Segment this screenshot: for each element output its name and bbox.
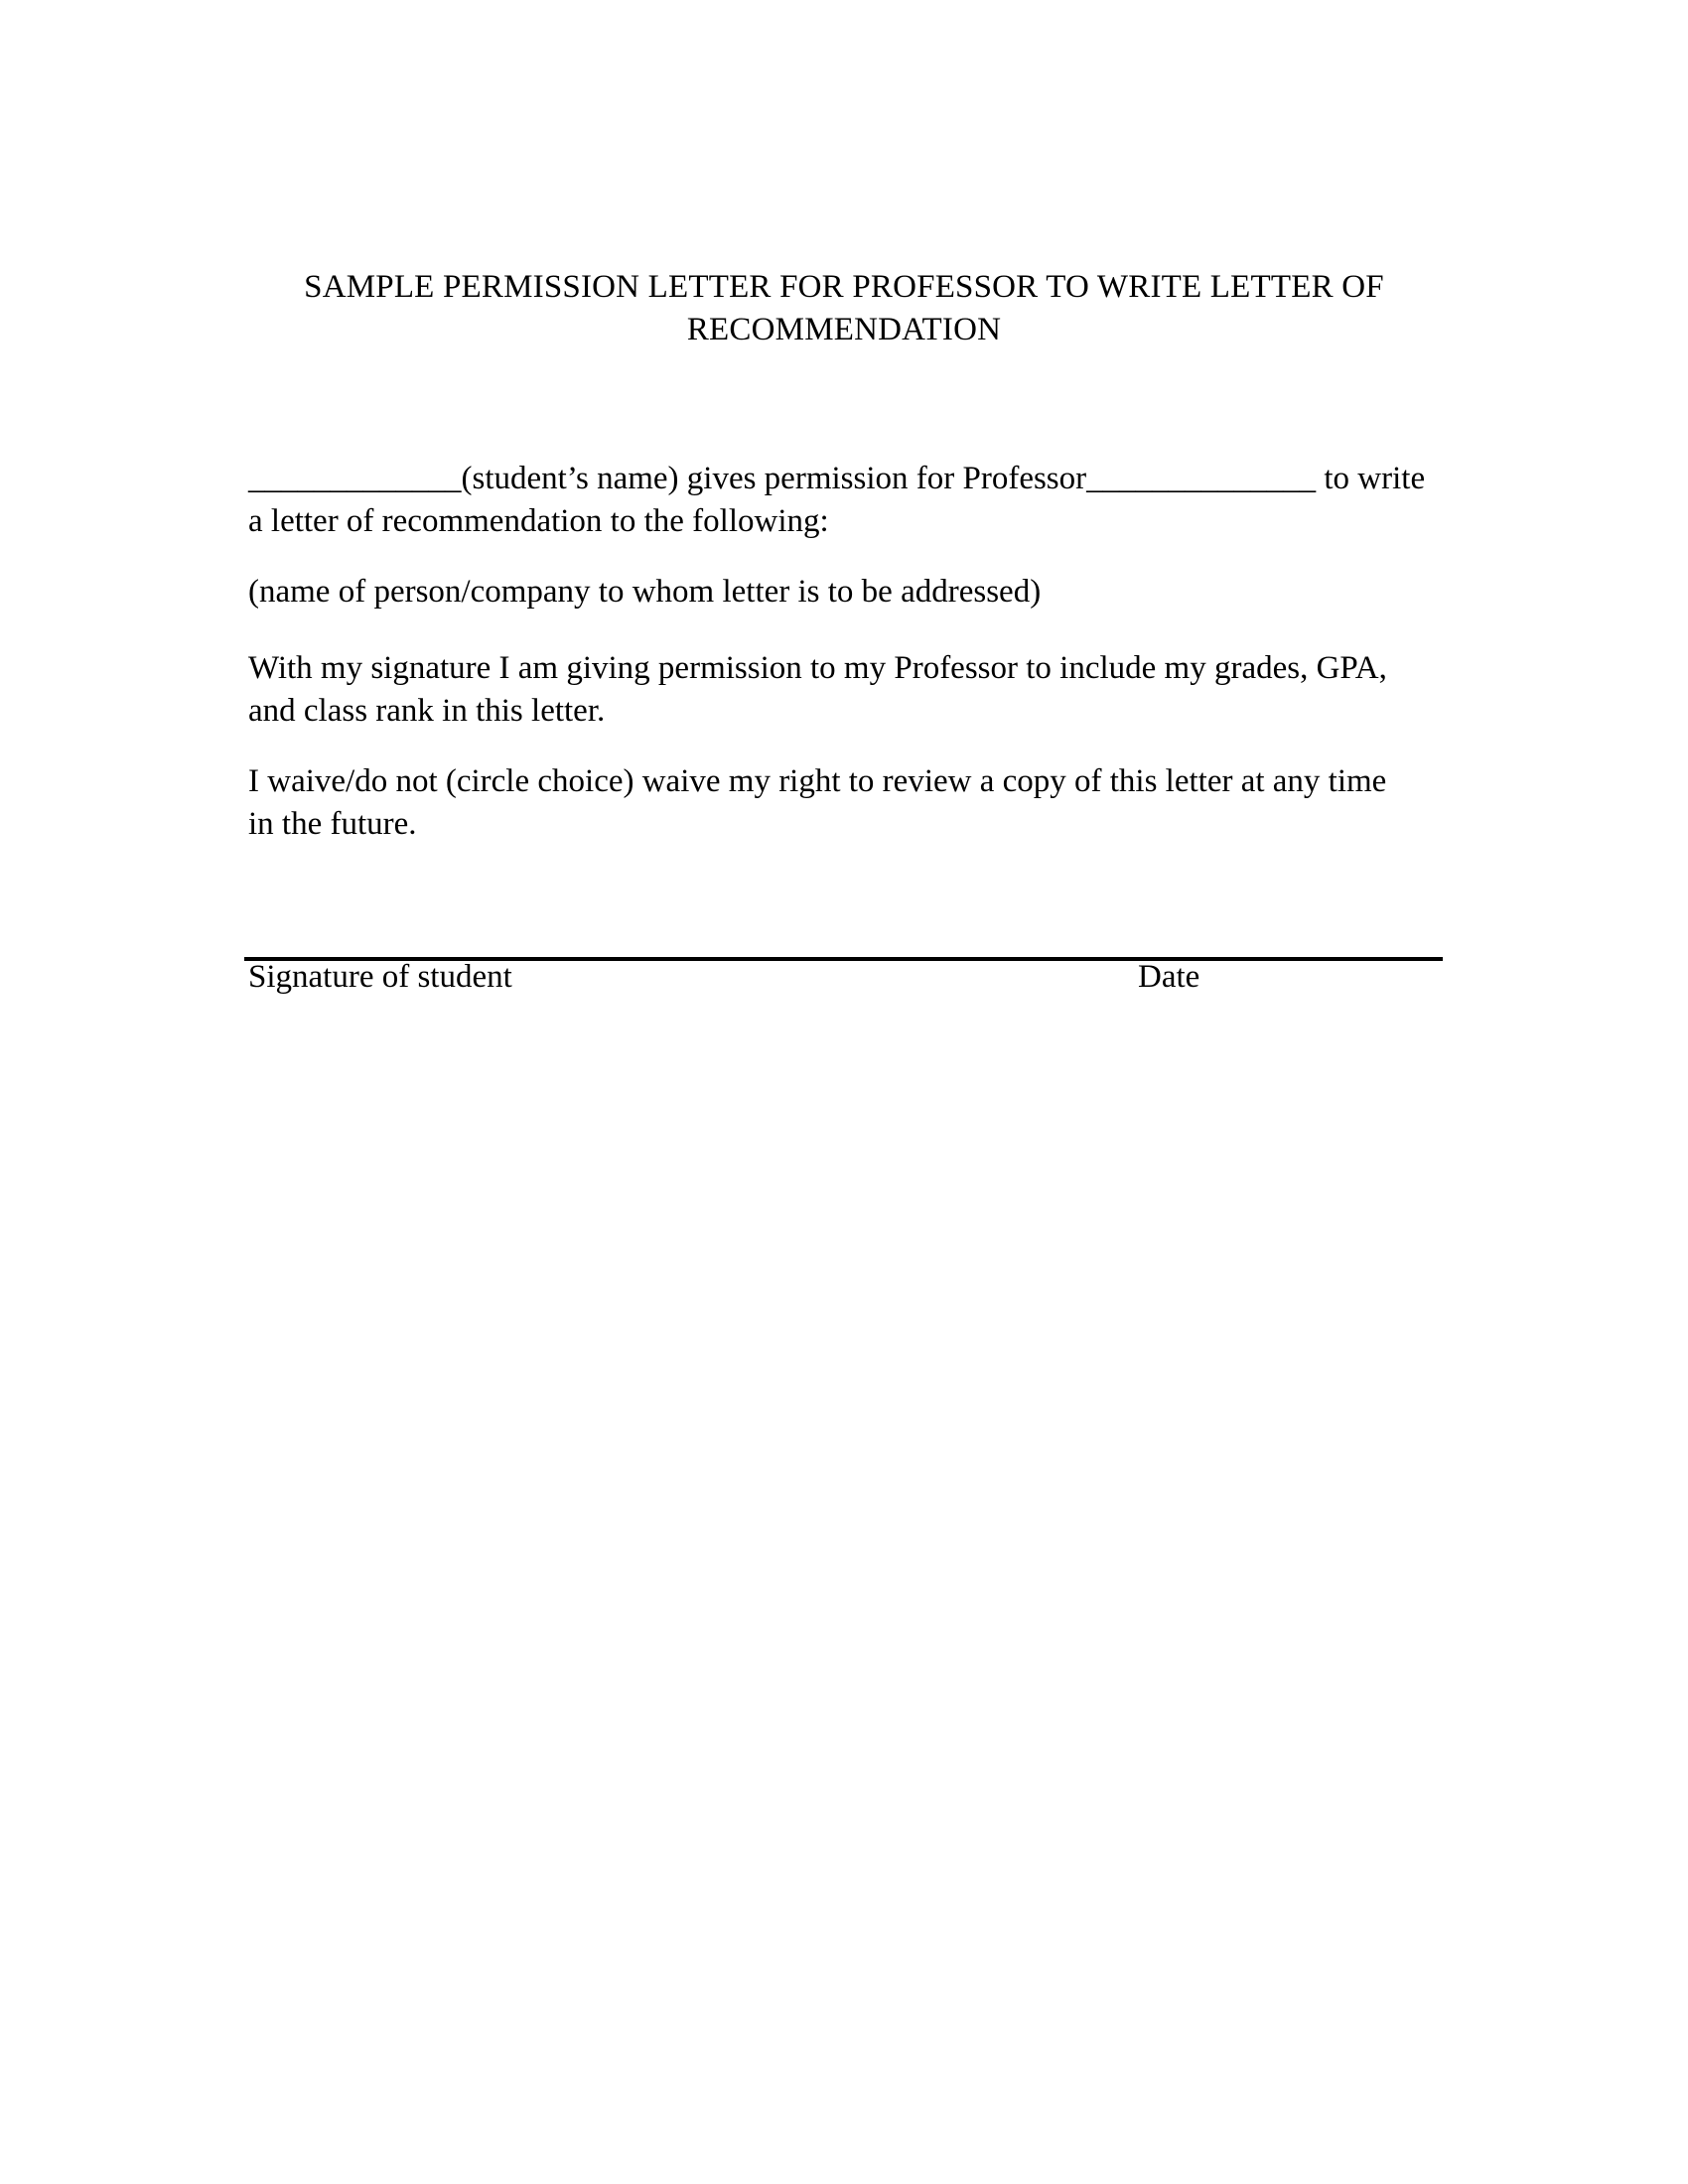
grades-permission-paragraph: [248, 647, 1440, 733]
addressee-text: (name of person/company to whom letter is to be addressed): [248, 574, 1042, 610]
permission-paragraph: [248, 458, 1440, 543]
document-title: [248, 266, 1440, 351]
waiver-line-1: I waive/do not (circle choice) waive my right to review a copy of this letter at any time: [248, 763, 1387, 799]
permission-line-2: a letter of recommendation to the following:: [248, 503, 829, 539]
title-line-1: SAMPLE PERMISSION LETTER FOR PROFESSOR TO WRITE LETTER OF: [304, 269, 1384, 305]
permission-line-1: _____________(student’s name) gives permission for Professor______________ to write: [248, 461, 1426, 496]
title-line-2: RECOMMENDATION: [686, 312, 1002, 347]
signature-label: Signature of student: [248, 959, 512, 995]
grades-line-1: With my signature I am giving permission to my Professor to include my grades, GPA,: [248, 650, 1387, 686]
grades-line-2: and class rank in this letter.: [248, 693, 606, 729]
waiver-paragraph: [248, 760, 1440, 846]
waiver-line-2: in the future.: [248, 806, 417, 842]
date-label: Date: [1138, 959, 1200, 995]
addressee-paragraph: [248, 571, 1440, 614]
